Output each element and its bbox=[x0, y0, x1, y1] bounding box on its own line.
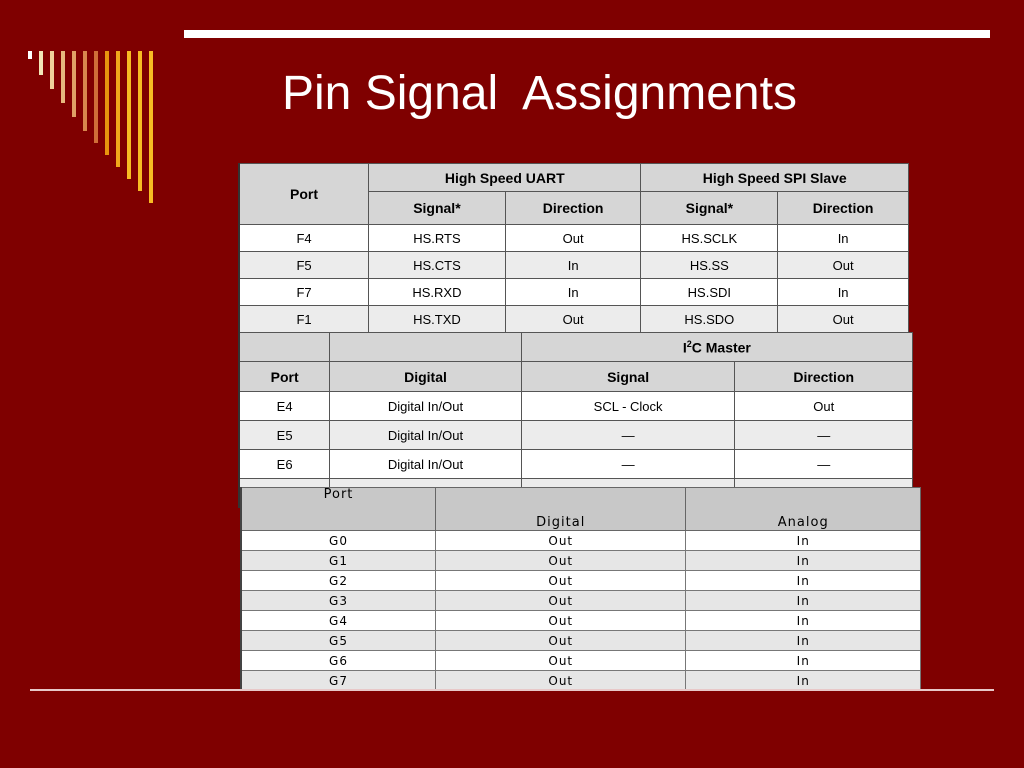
digital-cell: Out bbox=[436, 671, 686, 691]
digital-cell: Out bbox=[436, 631, 686, 651]
spi-direction-cell: In bbox=[778, 225, 909, 252]
digital-cell: Out bbox=[436, 531, 686, 551]
spi-direction-cell: In bbox=[778, 279, 909, 306]
uart-signal-cell: HS.TXD bbox=[369, 306, 506, 333]
spi-signal-cell: HS.SDO bbox=[641, 306, 778, 333]
port-cell: G2 bbox=[241, 571, 436, 591]
port-cell: G3 bbox=[241, 591, 436, 611]
spi-signal-cell: HS.SDI bbox=[641, 279, 778, 306]
analog-cell: In bbox=[686, 651, 921, 671]
decoration-bar bbox=[39, 51, 43, 75]
analog-cell: In bbox=[686, 591, 921, 611]
decoration-bar bbox=[105, 51, 109, 155]
table-row bbox=[239, 279, 909, 306]
table-row bbox=[241, 551, 921, 571]
port-cell: F5 bbox=[239, 252, 369, 279]
table-row bbox=[241, 651, 921, 671]
analog-cell: In bbox=[686, 611, 921, 631]
table-row bbox=[241, 631, 921, 651]
signal-cell: SCL - Clock bbox=[521, 392, 735, 421]
decoration-bar bbox=[28, 51, 32, 59]
bottom-rule bbox=[30, 689, 994, 691]
port-cell: G4 bbox=[241, 611, 436, 631]
digital-cell: Digital In/Out bbox=[330, 392, 522, 421]
table-row bbox=[239, 306, 909, 333]
port-cell: G1 bbox=[241, 551, 436, 571]
port-cell: G6 bbox=[241, 651, 436, 671]
digital-cell: Digital In/Out bbox=[330, 421, 522, 450]
header-signal: Signal bbox=[521, 362, 735, 392]
port-cell: F4 bbox=[239, 225, 369, 252]
decoration-bar bbox=[116, 51, 120, 167]
slide-title: Pin Signal Assignments bbox=[282, 67, 797, 120]
uart-spi-table bbox=[238, 163, 909, 333]
header-analog: Analog bbox=[686, 488, 921, 531]
digital-cell: Out bbox=[436, 551, 686, 571]
decoration-bar bbox=[83, 51, 87, 131]
header-uart-signal: Signal* bbox=[369, 192, 506, 225]
port-cell: E6 bbox=[239, 450, 330, 479]
table-row bbox=[239, 225, 909, 252]
i2c-table bbox=[238, 332, 913, 508]
decoration-bar bbox=[50, 51, 54, 89]
header-spi-direction: Direction bbox=[778, 192, 909, 225]
uart-direction-cell: Out bbox=[505, 225, 641, 252]
port-cell: F7 bbox=[239, 279, 369, 306]
uart-signal-cell: HS.RTS bbox=[369, 225, 506, 252]
decoration-bar bbox=[61, 51, 65, 103]
signal-cell: — bbox=[521, 421, 735, 450]
decoration-bar bbox=[138, 51, 142, 191]
digital-cell: Out bbox=[436, 651, 686, 671]
decoration-bar bbox=[94, 51, 98, 143]
header-port: Port bbox=[239, 164, 369, 225]
spi-direction-cell: Out bbox=[778, 306, 909, 333]
analog-cell: In bbox=[686, 631, 921, 651]
port-cell: F1 bbox=[239, 306, 369, 333]
port-cell: G5 bbox=[241, 631, 436, 651]
header-digital: Digital bbox=[330, 362, 522, 392]
decoration-bar bbox=[127, 51, 131, 179]
analog-cell: In bbox=[686, 551, 921, 571]
decoration-bar bbox=[149, 51, 153, 203]
signal-cell: — bbox=[521, 450, 735, 479]
header-port: Port bbox=[241, 488, 436, 531]
analog-table bbox=[240, 487, 921, 691]
analog-cell: In bbox=[686, 531, 921, 551]
port-cell: G7 bbox=[241, 671, 436, 691]
table-row bbox=[239, 392, 913, 421]
digital-cell: Out bbox=[436, 591, 686, 611]
uart-direction-cell: In bbox=[505, 279, 641, 306]
table-row bbox=[241, 571, 921, 591]
port-cell: E4 bbox=[239, 392, 330, 421]
top-rule bbox=[184, 30, 990, 38]
spi-signal-cell: HS.SS bbox=[641, 252, 778, 279]
spi-signal-cell: HS.SCLK bbox=[641, 225, 778, 252]
header-digital: Digital bbox=[436, 488, 686, 531]
analog-cell: In bbox=[686, 671, 921, 691]
uart-signal-cell: HS.RXD bbox=[369, 279, 506, 306]
table-row bbox=[241, 611, 921, 631]
table-row bbox=[241, 591, 921, 611]
table-row bbox=[239, 450, 913, 479]
table-row bbox=[241, 671, 921, 691]
direction-cell: — bbox=[735, 421, 913, 450]
table-row bbox=[241, 531, 921, 551]
header-direction: Direction bbox=[735, 362, 913, 392]
table-row bbox=[239, 252, 909, 279]
table-row bbox=[239, 421, 913, 450]
digital-cell: Out bbox=[436, 571, 686, 591]
digital-cell: Out bbox=[436, 611, 686, 631]
uart-direction-cell: In bbox=[505, 252, 641, 279]
header-spi-signal: Signal* bbox=[641, 192, 778, 225]
port-cell: G0 bbox=[241, 531, 436, 551]
uart-direction-cell: Out bbox=[505, 306, 641, 333]
digital-cell: Digital In/Out bbox=[330, 450, 522, 479]
header-port: Port bbox=[239, 362, 330, 392]
header-uart-direction: Direction bbox=[505, 192, 641, 225]
header-empty-digital bbox=[330, 333, 522, 362]
spi-direction-cell: Out bbox=[778, 252, 909, 279]
port-cell: E5 bbox=[239, 421, 330, 450]
header-empty-port bbox=[239, 333, 330, 362]
direction-cell: Out bbox=[735, 392, 913, 421]
header-i2c-group: $I^2C$ Master bbox=[521, 333, 912, 362]
header-uart-group: High Speed UART bbox=[369, 164, 641, 192]
uart-signal-cell: HS.CTS bbox=[369, 252, 506, 279]
analog-cell: In bbox=[686, 571, 921, 591]
direction-cell: — bbox=[735, 450, 913, 479]
decoration-bar bbox=[72, 51, 76, 117]
header-spi-group: High Speed SPI Slave bbox=[641, 164, 909, 192]
